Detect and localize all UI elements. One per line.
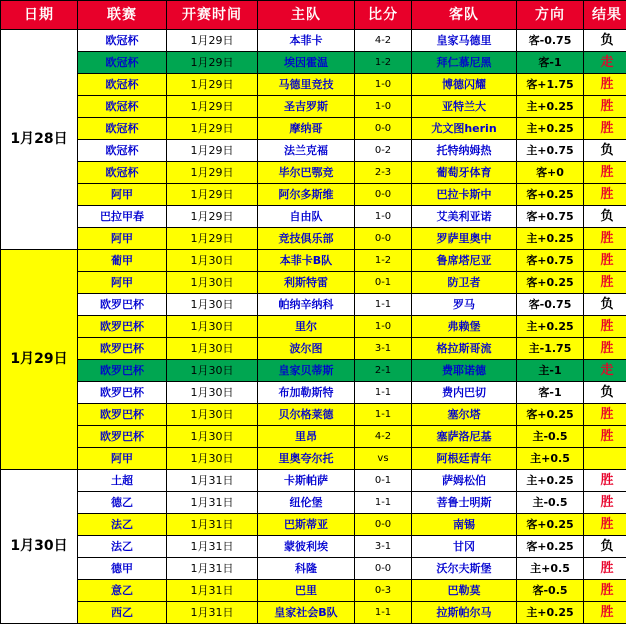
result-cell: 胜: [584, 74, 626, 96]
home-team-cell: 阿尔多斯维: [258, 184, 355, 206]
score-cell: 4-2: [355, 30, 412, 52]
direction-cell: 主+0.25: [517, 118, 584, 140]
kickoff-time-cell: 1月29日: [167, 118, 258, 140]
league-cell: 土超: [78, 470, 167, 492]
direction-cell: 主+0.25: [517, 602, 584, 624]
direction-cell: 客+0.25: [517, 272, 584, 294]
league-cell: 欧罗巴杯: [78, 360, 167, 382]
score-cell: 1-0: [355, 206, 412, 228]
header-result: 结果: [584, 1, 626, 30]
table-row: [1, 602, 626, 624]
home-team-cell: 本菲卡B队: [258, 250, 355, 272]
direction-cell: 主-0.5: [517, 492, 584, 514]
table-row: [1, 140, 626, 162]
result-cell: 负: [584, 140, 626, 162]
league-cell: 阿甲: [78, 228, 167, 250]
league-cell: 欧冠杯: [78, 162, 167, 184]
away-team-cell: 菩鲁士明斯: [412, 492, 517, 514]
direction-cell: 主+0.25: [517, 470, 584, 492]
home-team-cell: 卡斯帕萨: [258, 470, 355, 492]
away-team-cell: 罗马: [412, 294, 517, 316]
result-cell: 负: [584, 382, 626, 404]
league-cell: 欧罗巴杯: [78, 294, 167, 316]
home-team-cell: 纽伦堡: [258, 492, 355, 514]
league-cell: 欧冠杯: [78, 30, 167, 52]
table-row: [1, 316, 626, 338]
table-row: [1, 294, 626, 316]
result-cell: 负: [584, 30, 626, 52]
league-cell: 意乙: [78, 580, 167, 602]
direction-cell: 主+0.5: [517, 558, 584, 580]
away-team-cell: 防卫者: [412, 272, 517, 294]
table-row: [1, 514, 626, 536]
kickoff-time-cell: 1月29日: [167, 228, 258, 250]
away-team-cell: 格拉斯哥流: [412, 338, 517, 360]
direction-cell: 客+0.25: [517, 184, 584, 206]
header-direction: 方向: [517, 1, 584, 30]
away-team-cell: 阿根廷青年: [412, 448, 517, 470]
away-team-cell: 弗赖堡: [412, 316, 517, 338]
result-cell: 胜: [584, 492, 626, 514]
table-row: [1, 536, 626, 558]
direction-cell: 客+0: [517, 162, 584, 184]
result-cell: 胜: [584, 316, 626, 338]
direction-cell: 主+0.25: [517, 316, 584, 338]
table-row: [1, 360, 626, 382]
direction-cell: 客-0.75: [517, 294, 584, 316]
result-cell: 胜: [584, 470, 626, 492]
score-cell: 1-1: [355, 492, 412, 514]
away-team-cell: 巴拉卡斯中: [412, 184, 517, 206]
home-team-cell: 皇家贝蒂斯: [258, 360, 355, 382]
home-team-cell: 毕尔巴鄂竞: [258, 162, 355, 184]
home-team-cell: 利斯特雷: [258, 272, 355, 294]
kickoff-time-cell: 1月30日: [167, 382, 258, 404]
table-row: [1, 250, 626, 272]
result-cell: 胜: [584, 514, 626, 536]
away-team-cell: 罗萨里奥中: [412, 228, 517, 250]
direction-cell: 客-0.5: [517, 580, 584, 602]
score-cell: 1-0: [355, 316, 412, 338]
score-cell: 1-1: [355, 404, 412, 426]
result-cell: 胜: [584, 184, 626, 206]
table-row: [1, 118, 626, 140]
result-cell: 负: [584, 536, 626, 558]
away-team-cell: 亚特兰大: [412, 96, 517, 118]
result-cell: 走: [584, 52, 626, 74]
home-team-cell: 贝尔格莱德: [258, 404, 355, 426]
result-cell: 胜: [584, 404, 626, 426]
direction-cell: 主+0.25: [517, 96, 584, 118]
table-row: [1, 492, 626, 514]
kickoff-time-cell: 1月29日: [167, 52, 258, 74]
kickoff-time-cell: 1月29日: [167, 162, 258, 184]
score-cell: 3-1: [355, 338, 412, 360]
header-date: 日期: [1, 1, 78, 30]
direction-cell: 客+0.25: [517, 404, 584, 426]
away-team-cell: 葡萄牙体育: [412, 162, 517, 184]
direction-cell: 客+1.75: [517, 74, 584, 96]
score-cell: 0-3: [355, 580, 412, 602]
direction-cell: 主+0.5: [517, 448, 584, 470]
score-cell: 0-0: [355, 184, 412, 206]
direction-cell: 客-1: [517, 52, 584, 74]
kickoff-time-cell: 1月29日: [167, 96, 258, 118]
league-cell: 德甲: [78, 558, 167, 580]
home-team-cell: 摩纳哥: [258, 118, 355, 140]
kickoff-time-cell: 1月30日: [167, 272, 258, 294]
away-team-cell: 沃尔夫斯堡: [412, 558, 517, 580]
direction-cell: 主-1.75: [517, 338, 584, 360]
score-cell: 0-0: [355, 118, 412, 140]
kickoff-time-cell: 1月31日: [167, 470, 258, 492]
league-cell: 欧罗巴杯: [78, 338, 167, 360]
kickoff-time-cell: 1月30日: [167, 294, 258, 316]
home-team-cell: 自由队: [258, 206, 355, 228]
table-row: [1, 74, 626, 96]
away-team-cell: 塞萨洛尼基: [412, 426, 517, 448]
kickoff-time-cell: 1月29日: [167, 30, 258, 52]
table-row: [1, 382, 626, 404]
header-kickoff-time: 开赛时间: [167, 1, 258, 30]
result-cell: 胜: [584, 580, 626, 602]
away-team-cell: 塞尔塔: [412, 404, 517, 426]
league-cell: 阿甲: [78, 272, 167, 294]
kickoff-time-cell: 1月30日: [167, 426, 258, 448]
direction-cell: 客+0.25: [517, 514, 584, 536]
date-group-cell: 1月30日: [1, 470, 78, 624]
kickoff-time-cell: 1月30日: [167, 448, 258, 470]
home-team-cell: 马德里竞技: [258, 74, 355, 96]
home-team-cell: 科隆: [258, 558, 355, 580]
score-cell: 2-3: [355, 162, 412, 184]
kickoff-time-cell: 1月31日: [167, 514, 258, 536]
table-row: [1, 96, 626, 118]
league-cell: 法乙: [78, 536, 167, 558]
result-cell: 胜: [584, 338, 626, 360]
home-team-cell: 皇家社会B队: [258, 602, 355, 624]
score-cell: 0-0: [355, 514, 412, 536]
score-cell: 1-1: [355, 294, 412, 316]
date-group-cell: 1月28日: [1, 30, 78, 250]
table-row: [1, 470, 626, 492]
score-cell: 1-2: [355, 250, 412, 272]
home-team-cell: 布加勒斯特: [258, 382, 355, 404]
direction-cell: 主+0.25: [517, 228, 584, 250]
away-team-cell: 萨姆松伯: [412, 470, 517, 492]
score-cell: 4-2: [355, 426, 412, 448]
home-team-cell: 巴斯蒂亚: [258, 514, 355, 536]
score-cell: 1-0: [355, 96, 412, 118]
league-cell: 法乙: [78, 514, 167, 536]
result-cell: 胜: [584, 250, 626, 272]
direction-cell: 客-0.75: [517, 30, 584, 52]
score-cell: 1-1: [355, 382, 412, 404]
table-row: [1, 52, 626, 74]
away-team-cell: 博德闪耀: [412, 74, 517, 96]
league-cell: 西乙: [78, 602, 167, 624]
away-team-cell: 鲁席塔尼亚: [412, 250, 517, 272]
result-cell: 胜: [584, 558, 626, 580]
score-cell: 0-0: [355, 558, 412, 580]
away-team-cell: 南锡: [412, 514, 517, 536]
home-team-cell: 埃因霍温: [258, 52, 355, 74]
score-cell: 0-2: [355, 140, 412, 162]
away-team-cell: 皇家马德里: [412, 30, 517, 52]
table-row: [1, 206, 626, 228]
league-cell: 欧冠杯: [78, 96, 167, 118]
score-cell: 0-1: [355, 470, 412, 492]
home-team-cell: 本菲卡: [258, 30, 355, 52]
away-team-cell: 拉斯帕尔马: [412, 602, 517, 624]
kickoff-time-cell: 1月29日: [167, 140, 258, 162]
league-cell: 欧冠杯: [78, 52, 167, 74]
home-team-cell: 帕纳辛纳科: [258, 294, 355, 316]
result-cell: 胜: [584, 602, 626, 624]
away-team-cell: 巴勒莫: [412, 580, 517, 602]
table-row: [1, 162, 626, 184]
result-cell: 胜: [584, 228, 626, 250]
away-team-cell: 费内巴切: [412, 382, 517, 404]
table-row: [1, 272, 626, 294]
league-cell: 欧冠杯: [78, 74, 167, 96]
away-team-cell: 尤文图herin: [412, 118, 517, 140]
result-cell: 负: [584, 294, 626, 316]
kickoff-time-cell: 1月29日: [167, 184, 258, 206]
league-cell: 欧罗巴杯: [78, 316, 167, 338]
score-cell: 3-1: [355, 536, 412, 558]
result-cell: 胜: [584, 426, 626, 448]
table-row: [1, 448, 626, 470]
table-row: [1, 558, 626, 580]
score-cell: 1-1: [355, 602, 412, 624]
league-cell: 欧罗巴杯: [78, 382, 167, 404]
score-cell: 0-0: [355, 228, 412, 250]
header-away-team: 客队: [412, 1, 517, 30]
result-cell: 负: [584, 206, 626, 228]
league-cell: 阿甲: [78, 184, 167, 206]
result-cell: 胜: [584, 162, 626, 184]
away-team-cell: 托特纳姆热: [412, 140, 517, 162]
direction-cell: 主+0.75: [517, 140, 584, 162]
league-cell: 欧罗巴杯: [78, 404, 167, 426]
home-team-cell: 里奥夸尔托: [258, 448, 355, 470]
home-team-cell: 圣吉罗斯: [258, 96, 355, 118]
home-team-cell: 法兰克福: [258, 140, 355, 162]
kickoff-time-cell: 1月30日: [167, 338, 258, 360]
kickoff-time-cell: 1月31日: [167, 492, 258, 514]
home-team-cell: 里昂: [258, 426, 355, 448]
result-cell: 胜: [584, 96, 626, 118]
table-row: [1, 426, 626, 448]
league-cell: 巴拉甲春: [78, 206, 167, 228]
kickoff-time-cell: 1月31日: [167, 536, 258, 558]
table-row: [1, 30, 626, 52]
direction-cell: 主-1: [517, 360, 584, 382]
league-cell: 葡甲: [78, 250, 167, 272]
home-team-cell: 竞技俱乐部: [258, 228, 355, 250]
table-body: [1, 30, 626, 624]
table-row: [1, 228, 626, 250]
table-header-row: [1, 1, 626, 30]
away-team-cell: 艾美利亚诺: [412, 206, 517, 228]
date-group-cell: 1月29日: [1, 250, 78, 470]
direction-cell: 客+0.75: [517, 250, 584, 272]
score-cell: 1-2: [355, 52, 412, 74]
kickoff-time-cell: 1月30日: [167, 316, 258, 338]
table-row: [1, 580, 626, 602]
league-cell: 德乙: [78, 492, 167, 514]
away-team-cell: 拜仁慕尼黑: [412, 52, 517, 74]
league-cell: 欧冠杯: [78, 118, 167, 140]
away-team-cell: 甘冈: [412, 536, 517, 558]
result-cell: 走: [584, 360, 626, 382]
table-row: [1, 338, 626, 360]
kickoff-time-cell: 1月31日: [167, 580, 258, 602]
home-team-cell: 蒙彼利埃: [258, 536, 355, 558]
score-cell: 1-0: [355, 74, 412, 96]
kickoff-time-cell: 1月29日: [167, 74, 258, 96]
header-score: 比分: [355, 1, 412, 30]
table-row: [1, 404, 626, 426]
home-team-cell: 波尔图: [258, 338, 355, 360]
kickoff-time-cell: 1月31日: [167, 602, 258, 624]
home-team-cell: 巴里: [258, 580, 355, 602]
kickoff-time-cell: 1月30日: [167, 250, 258, 272]
header-league: 联赛: [78, 1, 167, 30]
kickoff-time-cell: 1月30日: [167, 404, 258, 426]
result-cell: 胜: [584, 118, 626, 140]
direction-cell: 客+0.75: [517, 206, 584, 228]
kickoff-time-cell: 1月31日: [167, 558, 258, 580]
home-team-cell: 里尔: [258, 316, 355, 338]
league-cell: 欧冠杯: [78, 140, 167, 162]
score-cell: 0-1: [355, 272, 412, 294]
result-cell: [584, 448, 626, 470]
result-cell: 胜: [584, 272, 626, 294]
kickoff-time-cell: 1月29日: [167, 206, 258, 228]
direction-cell: 主-0.5: [517, 426, 584, 448]
direction-cell: 客-1: [517, 382, 584, 404]
table-row: [1, 184, 626, 206]
score-cell: vs: [355, 448, 412, 470]
direction-cell: 客+0.25: [517, 536, 584, 558]
header-home-team: 主队: [258, 1, 355, 30]
league-cell: 阿甲: [78, 448, 167, 470]
kickoff-time-cell: 1月30日: [167, 360, 258, 382]
league-cell: 欧罗巴杯: [78, 426, 167, 448]
away-team-cell: 费耶诺德: [412, 360, 517, 382]
score-cell: 2-1: [355, 360, 412, 382]
